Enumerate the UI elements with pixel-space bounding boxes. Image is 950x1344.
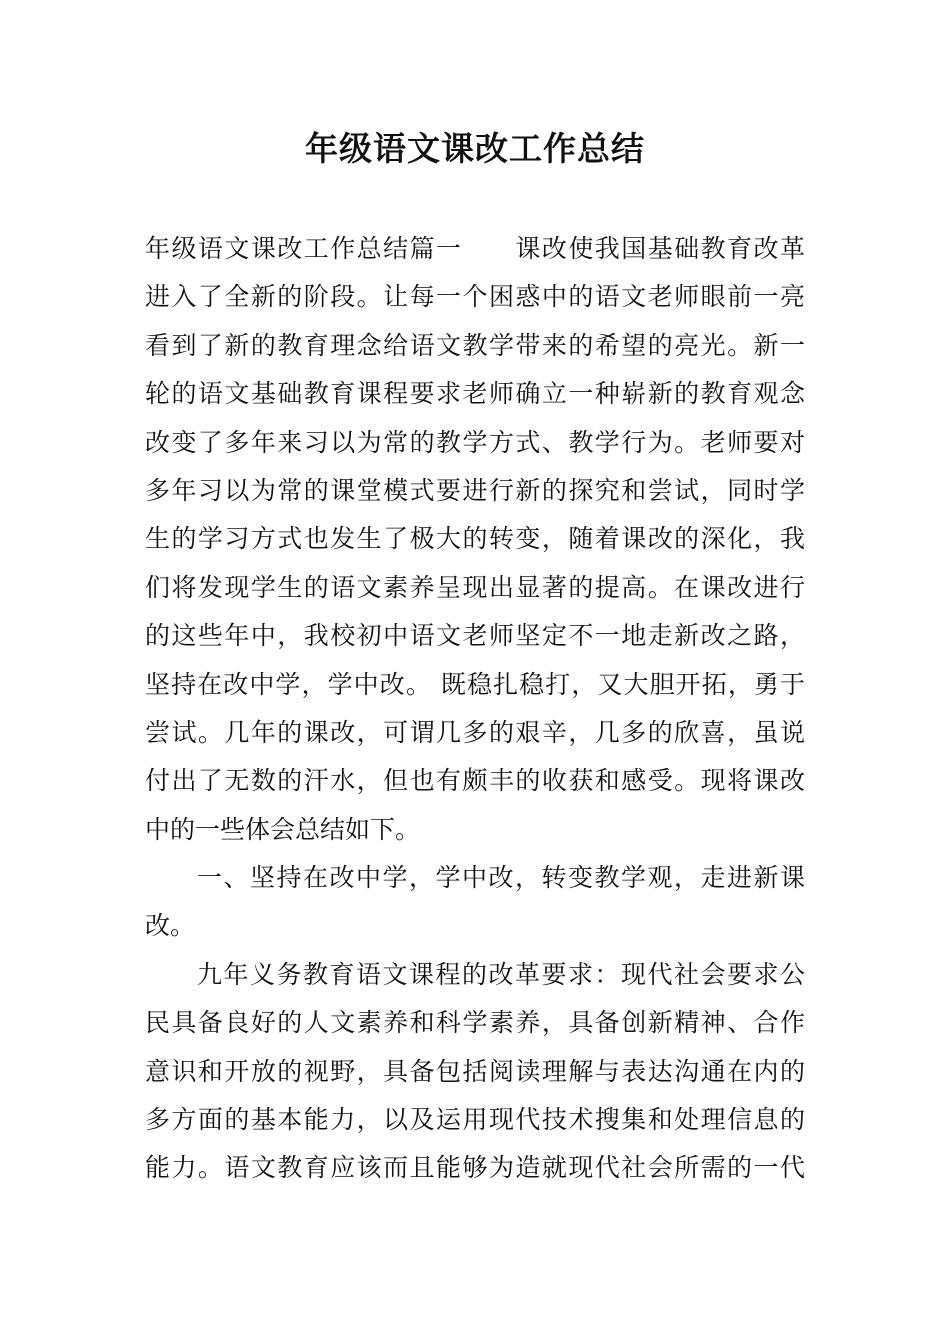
body-line: 付出了无数的汗水，但也有颇丰的收获和感受。现将课改: [145, 766, 805, 796]
body-line: 改。: [145, 911, 196, 941]
body-line: 改变了多年来习以为常的教学方式、教学行为。老师要对: [145, 427, 805, 457]
body-line: 多方面的基本能力，以及运用现代技术搜集和处理信息的: [145, 1105, 805, 1135]
body-line: 意识和开放的视野，具备包括阅读理解与表达沟通在内的: [145, 1056, 805, 1086]
body-line: 一、坚持在改中学，学中改，转变教学观，走进新课: [197, 863, 805, 893]
body-line: 民具备良好的人文素养和科学素养，具备创新精神、合作: [145, 1008, 805, 1038]
body-line: 年级语文课改工作总结篇一 课改使我国基础教育改革: [145, 234, 805, 263]
body-line: 中的一些体会总结如下。: [145, 814, 421, 844]
body-line: 坚持在改中学，学中改。 既稳扎稳打，又大胆开拓，勇于: [145, 669, 805, 699]
body-line: 能力。语文教育应该而且能够为造就现代社会所需的一代: [145, 1153, 805, 1183]
body-line: 们将发现学生的语文素养呈现出显著的提高。在课改进行: [145, 572, 805, 602]
document-title: 年级语文课改工作总结: [305, 129, 645, 168]
body-line: 看到了新的教育理念给语文教学带来的希望的亮光。新一: [145, 330, 805, 360]
body-line: 尝试。几年的课改，可谓几多的艰辛，几多的欣喜，虽说: [145, 717, 805, 747]
body-line: 进入了全新的阶段。让每一个困惑中的语文老师眼前一亮: [145, 282, 805, 312]
body-line: 轮的语文基础教育课程要求老师确立一种崭新的教育观念: [145, 379, 805, 409]
body-line: 的这些年中，我校初中语文老师坚定不一地走新改之路，: [145, 621, 805, 651]
document-body: [145, 225, 805, 1193]
body-line: 生的学习方式也发生了极大的转变，随着课改的深化，我: [145, 524, 805, 554]
body-line: 多年习以为常的课堂模式要进行新的探究和尝试，同时学: [145, 475, 805, 505]
body-line: 九年义务教育语文课程的改革要求：现代社会要求公: [197, 959, 805, 989]
